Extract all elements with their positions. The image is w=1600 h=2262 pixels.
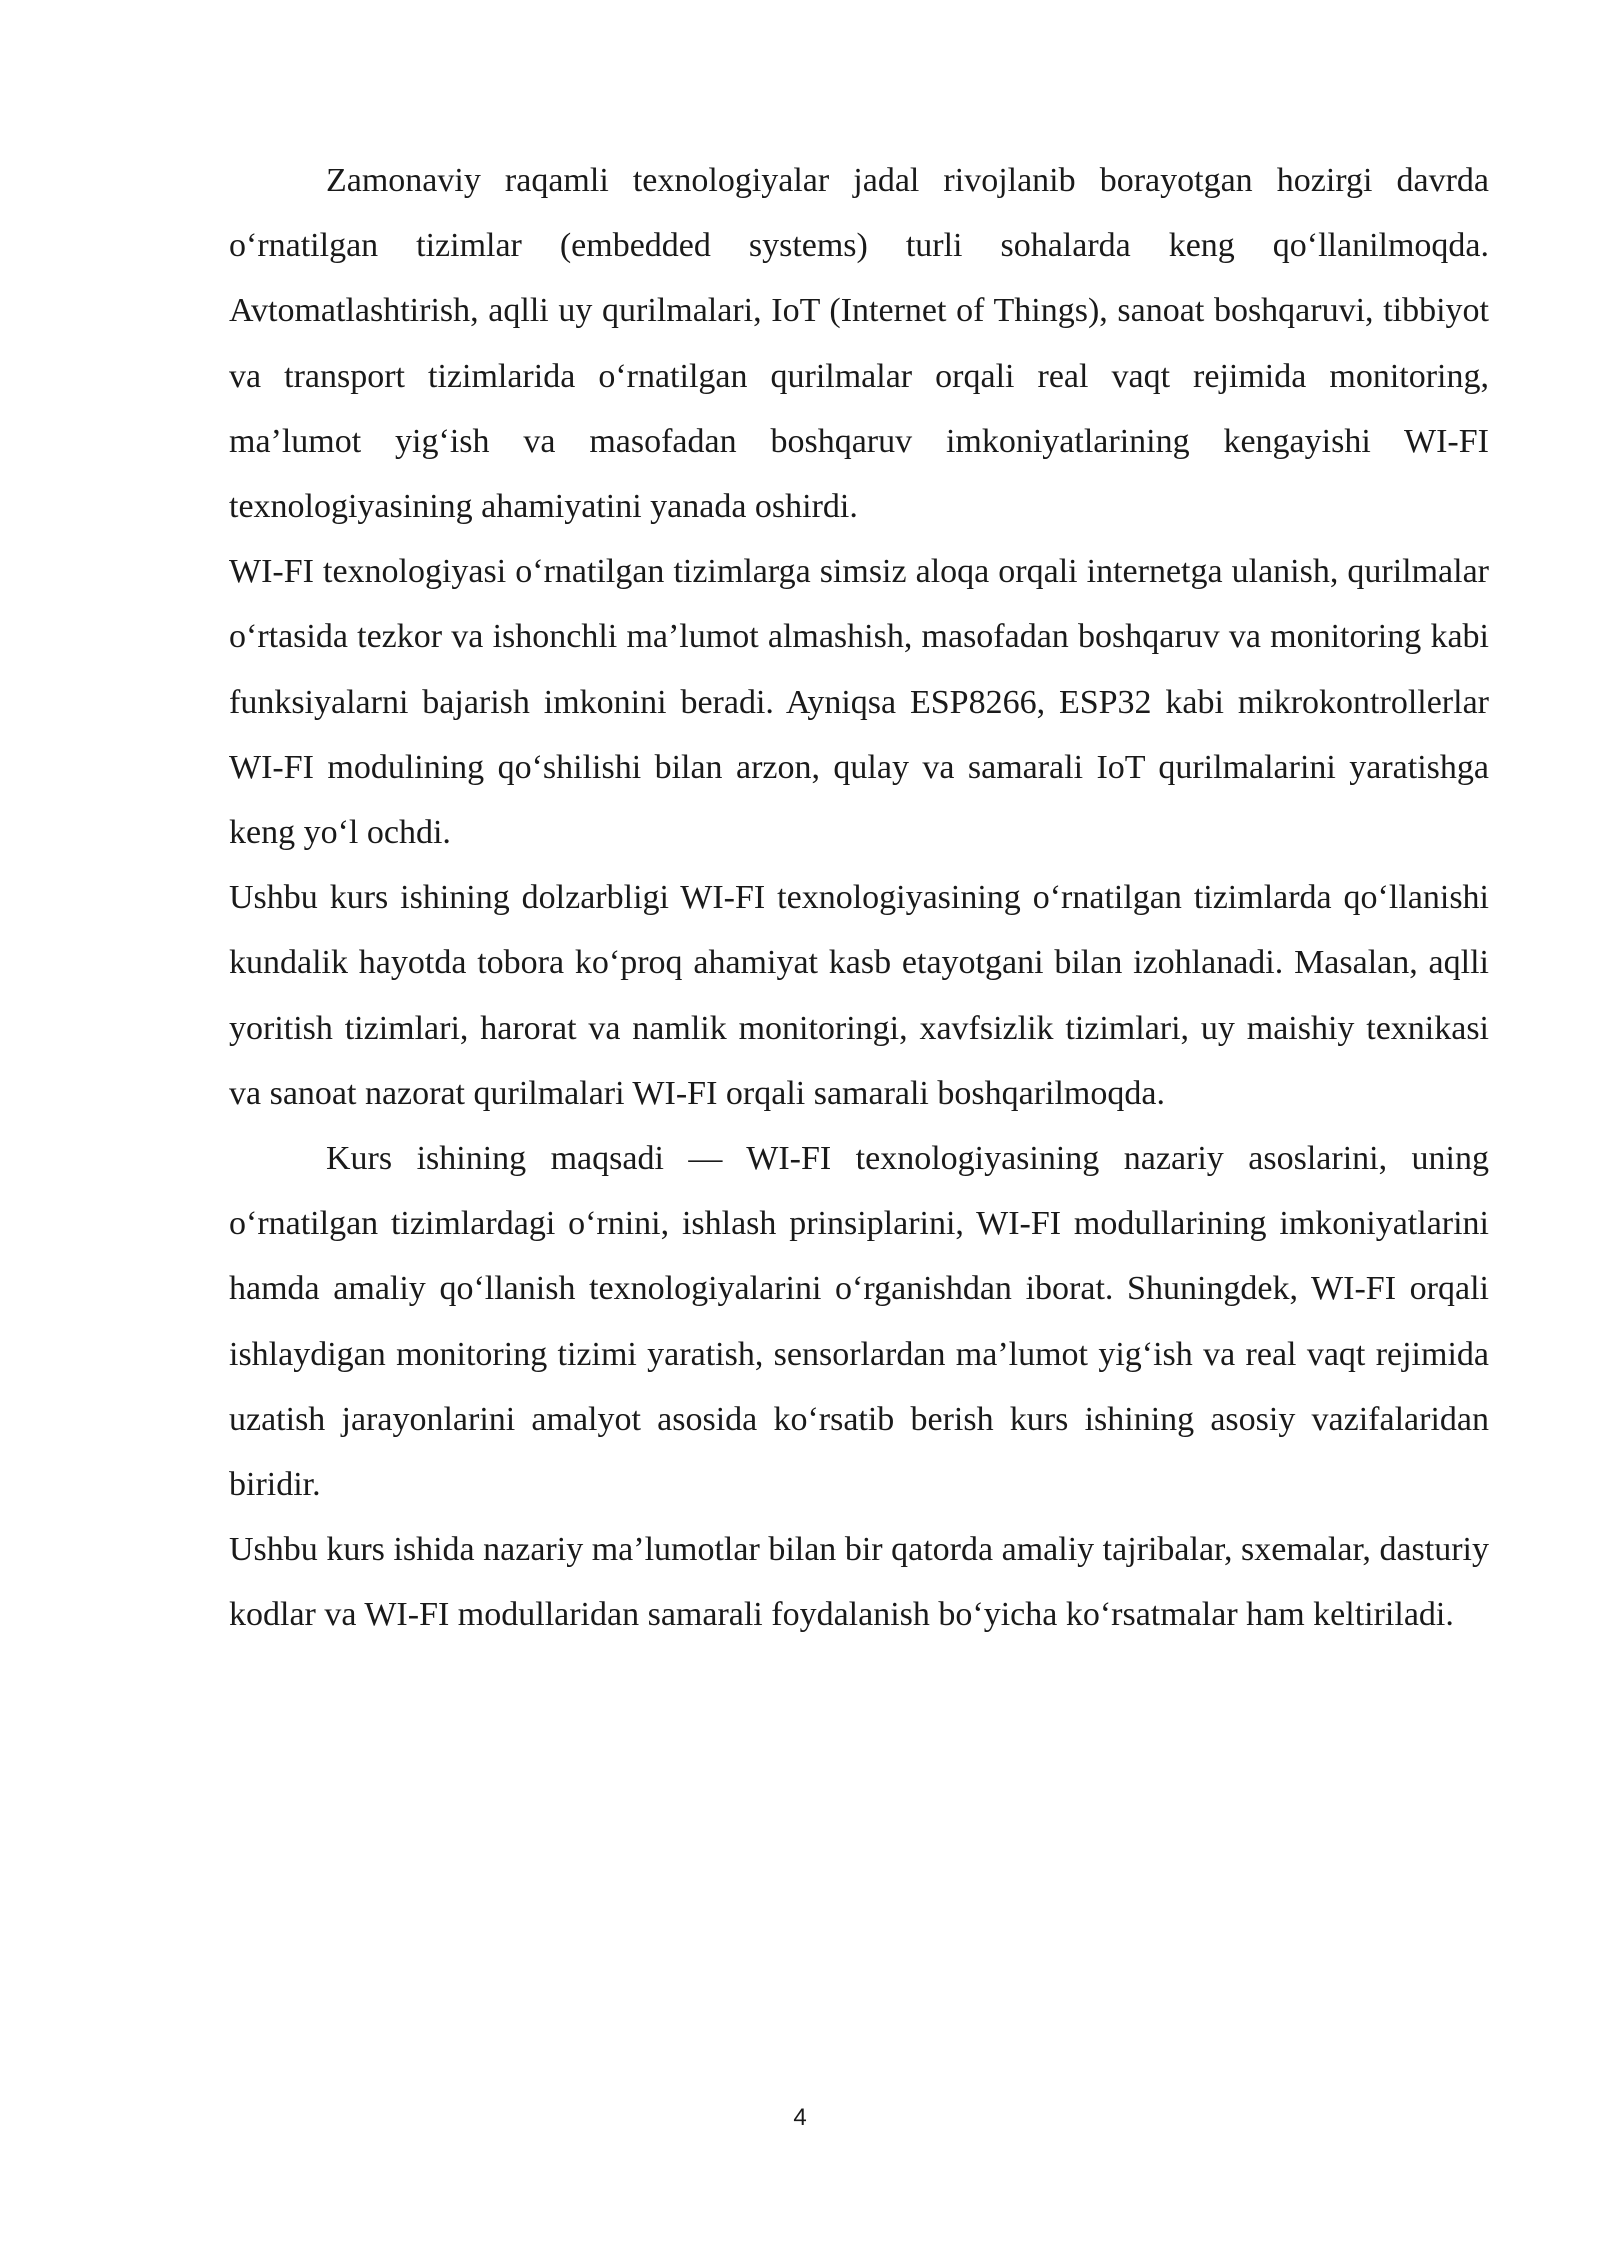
document-body [229, 148, 1489, 1648]
paragraph-contents: Ushbu kurs ishida nazariy ma’lumotlar bilan bir qatorda amaliy tajribalar, sxemalar, dasturiy kodlar va WI-FI modullaridan samarali foydalanish bo‘yicha ko‘rsatmalar ham keltiriladi. [229, 1531, 1489, 1634]
paragraph-intro: Zamonaviy raqamli texnologiyalar jadal rivojlanib borayotgan hozirgi davrda o‘rnatilgan tizimlar (embedded systems) turli sohalarda keng qo‘llanilmoqda. Avtomatlashtirish, aqlli uy qurilmalari, IoT (Internet of Things), sanoat boshqaruvi, tibbiyot va transport tizimlarida o‘rnatilgan qurilmalar orqali real vaqt rejimida monitoring, ma’lumot yig‘ish va masofadan boshqaruv imkoniyatlarining kengayishi WI-FI texnologiyasining ahamiyatini yanada oshirdi. [229, 162, 1489, 526]
paragraph-goal: Kurs ishining maqsadi — WI-FI texnologiyasining nazariy asoslarini, uning o‘rnatilgan tizimlardagi o‘rnini, ishlash prinsiplarini, WI-FI modullarining imkoniyatlarini hamda amaliy qo‘llanish texnologiyalarini o‘rganishdan iborat. Shuningdek, WI-FI orqali ishlaydigan monitoring tizimi yaratish, sensorlardan ma’lumot yig‘ish va real vaqt rejimida uzatish jarayonlarini amalyot asosida ko‘rsatib berish kurs ishining asosiy vazifalaridan biridir. [229, 1140, 1489, 1504]
paragraph-wifi-technology: WI-FI texnologiyasi o‘rnatilgan tizimlarga simsiz aloqa orqali internetga ulanish, qurilmalar o‘rtasida tezkor va ishonchli ma’lumot almashish, masofadan boshqaruv va monitoring kabi funksiyalarni bajarish imkonini beradi. Ayniqsa ESP8266, ESP32 kabi mikrokontrollerlar WI-FI modulining qo‘shilishi bilan arzon, qulay va samarali IoT qurilmalarini yaratishga keng yo‘l ochdi. [229, 553, 1489, 852]
paragraph-relevance: Ushbu kurs ishining dolzarbligi WI-FI texnologiyasining o‘rnatilgan tizimlarda qo‘llanishi kundalik hayotda tobora ko‘proq ahamiyat kasb etayotgani bilan izohlanadi. Masalan, aqlli yoritish tizimlari, harorat va namlik monitoringi, xavfsizlik tizimlari, uy maishiy texnikasi va sanoat nazorat qurilmalari WI-FI orqali samarali boshqarilmoqda. [229, 879, 1489, 1112]
page-number: 4 [793, 2104, 807, 2131]
